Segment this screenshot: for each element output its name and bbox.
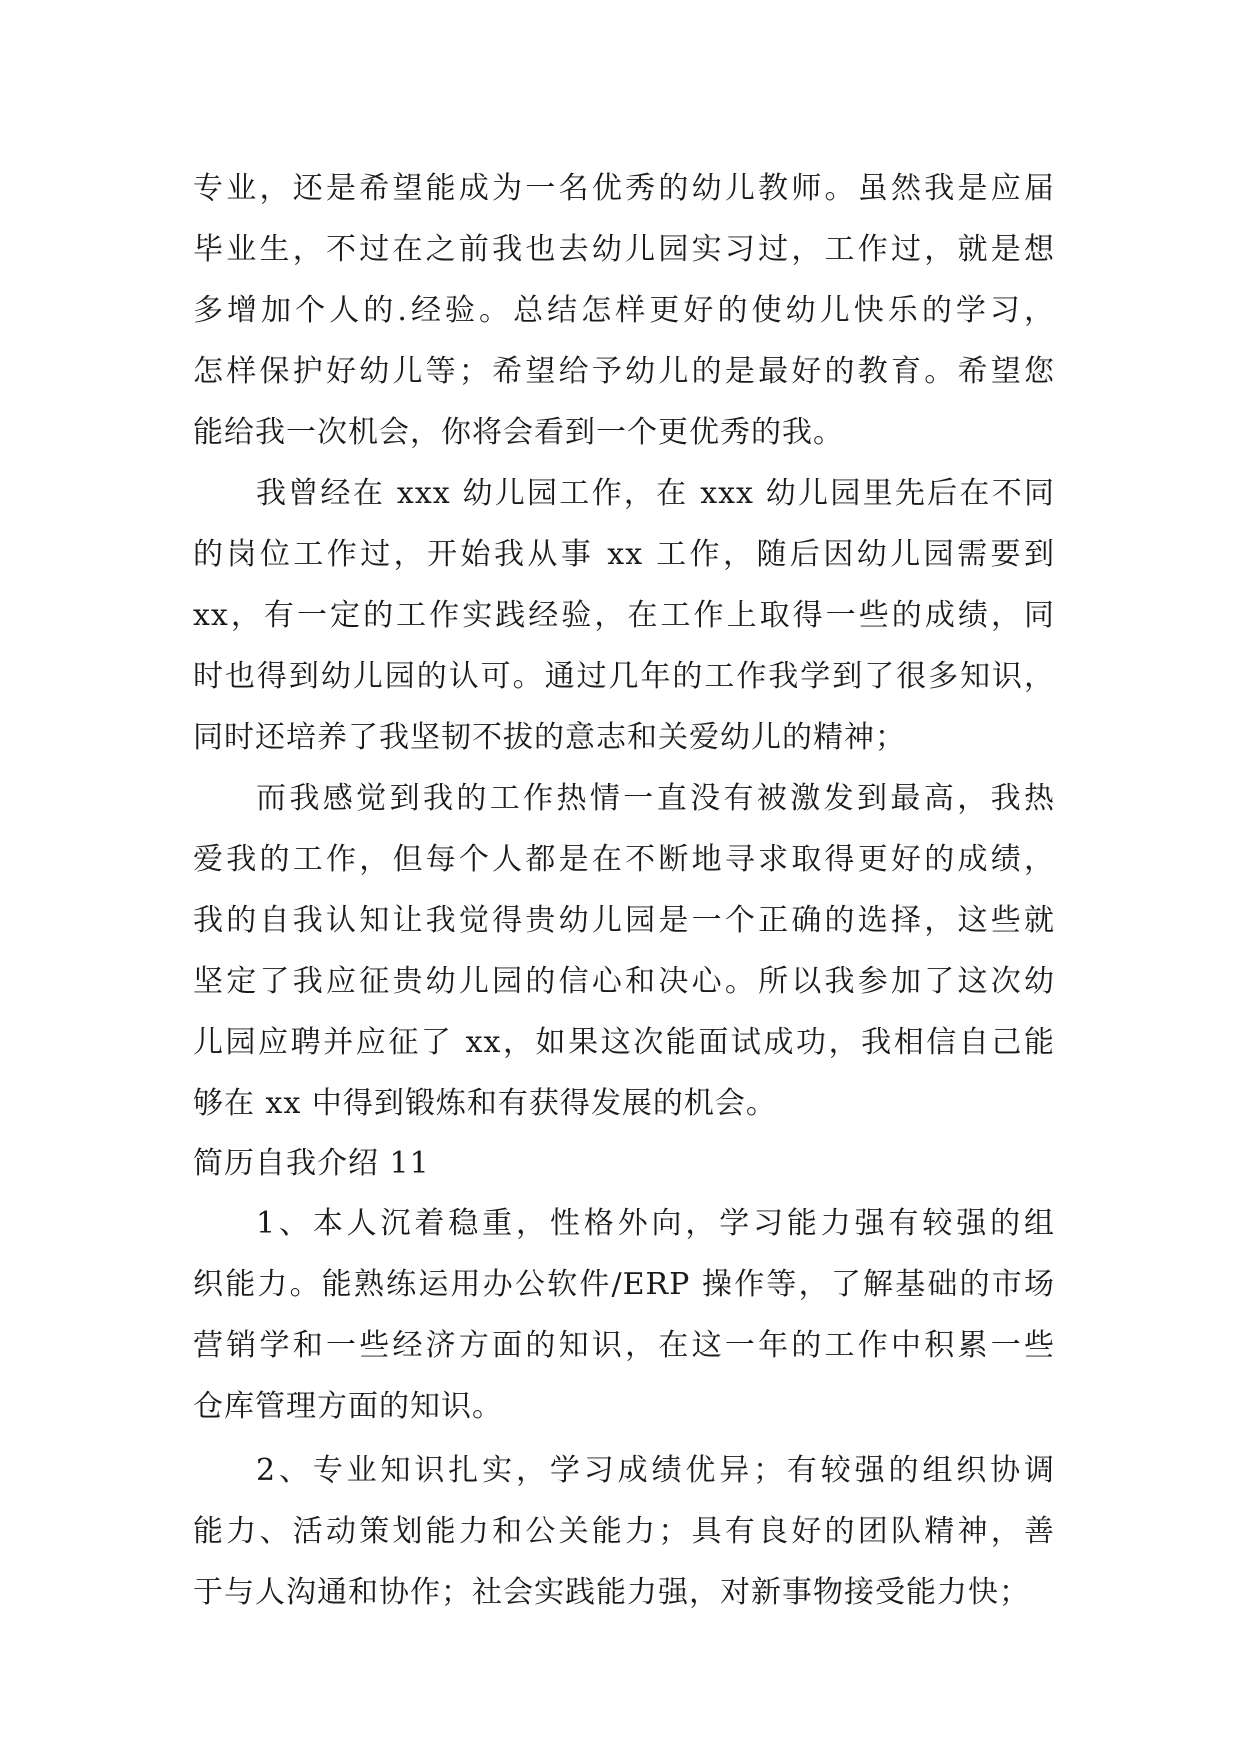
text-line: 织能力。能熟练运用办公软件/ERP 操作等，了解基础的市场: [193, 1267, 1055, 1302]
text-line: 2、专业知识扎实，学习成绩优异；有较强的组织协调: [256, 1453, 1055, 1488]
paragraph: [193, 158, 1055, 463]
paragraph: [193, 1193, 1055, 1437]
text-line: 怎样保护好幼儿等；希望给予幼儿的是最好的教育。希望您: [193, 354, 1055, 389]
text-line: 能给我一次机会，你将会看到一个更优秀的我。: [193, 415, 844, 450]
text-line: 够在 xx 中得到锻炼和有获得发展的机会。: [193, 1086, 777, 1121]
text-line: 时也得到幼儿园的认可。通过几年的工作我学到了很多知识，: [193, 659, 1055, 694]
text-line: 而我感觉到我的工作热情一直没有被激发到最高，我热: [256, 781, 1055, 816]
text-line: 1、本人沉着稳重，性格外向，学习能力强有较强的组: [256, 1206, 1055, 1241]
text-line: 于与人沟通和协作；社会实践能力强，对新事物接受能力快；: [193, 1575, 1030, 1610]
document-page: [193, 158, 1055, 1623]
paragraph: [193, 768, 1055, 1134]
text-line: 我曾经在 xxx 幼儿园工作，在 xxx 幼儿园里先后在不同: [256, 476, 1055, 511]
text-line: 的岗位工作过，开始我从事 xx 工作，随后因幼儿园需要到: [193, 537, 1055, 572]
paragraph: [193, 1440, 1055, 1623]
text-line: 坚定了我应征贵幼儿园的信心和决心。所以我参加了这次幼: [193, 964, 1055, 999]
text-line: 多增加个人的.经验。总结怎样更好的使幼儿快乐的学习，: [193, 293, 1055, 328]
text-line: 同时还培养了我坚韧不拔的意志和关爱幼儿的精神；: [193, 720, 906, 755]
paragraph: [193, 463, 1055, 768]
text-line: 能力、活动策划能力和公关能力；具有良好的团队精神，善: [193, 1514, 1055, 1549]
text-line: 毕业生，不过在之前我也去幼儿园实习过，工作过，就是想: [193, 232, 1055, 267]
text-line: 爱我的工作，但每个人都是在不断地寻求取得更好的成绩，: [193, 842, 1055, 877]
text-line: 营销学和一些经济方面的知识，在这一年的工作中积累一些: [193, 1328, 1055, 1363]
text-line: 我的自我认知让我觉得贵幼儿园是一个正确的选择，这些就: [193, 903, 1055, 938]
text-line: 儿园应聘并应征了 xx，如果这次能面试成功，我相信自己能: [193, 1025, 1055, 1060]
text-line: 仓库管理方面的知识。: [193, 1389, 503, 1424]
text-line: xx，有一定的工作实践经验，在工作上取得一些的成绩，同: [193, 598, 1055, 633]
section-heading: 简历自我介绍 11: [193, 1146, 430, 1181]
text-line: 专业，还是希望能成为一名优秀的幼儿教师。虽然我是应届: [193, 171, 1055, 206]
